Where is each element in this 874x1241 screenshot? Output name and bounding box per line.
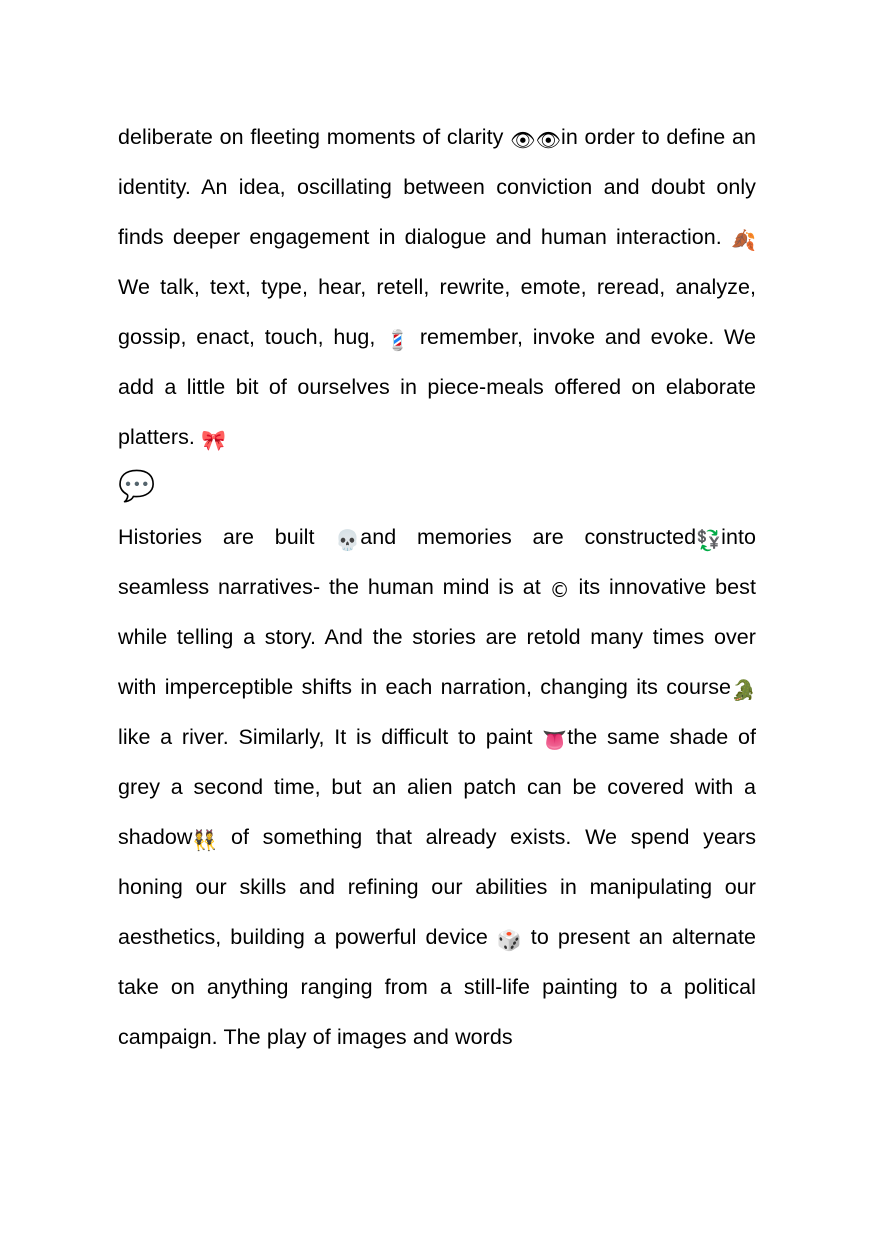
fallen-leaf-emoji: 🍂 bbox=[731, 228, 756, 252]
skull-emoji: 💀 bbox=[335, 528, 361, 552]
speech-balloon-emoji: 💬 bbox=[118, 468, 156, 504]
eye-emoji: 👁 bbox=[510, 128, 536, 152]
crocodile-emoji: 🐊 bbox=[731, 678, 756, 702]
document-body bbox=[118, 112, 756, 1062]
speech-balloon-separator bbox=[118, 462, 756, 512]
copyright-emoji: © bbox=[549, 578, 570, 602]
people-with-bunny-ears-emoji: 👯 bbox=[192, 828, 218, 852]
eye-emoji: 👁 bbox=[535, 128, 562, 152]
tongue-emoji: 👅 bbox=[542, 728, 568, 752]
ribbon-emoji: 🎀 bbox=[201, 428, 227, 452]
body-paragraph-2: Histories are built 💀and memories are constructed💱into seamless narratives- the human mind is at © its innovative best while telling a story. And the stories are retold many times over with imperceptible shifts in each narration, changing its course🐊 like a river. Similarly, It is difficult to paint 👅the same shade of grey a second time, but an alien patch can be covered with a shadow👯 of something that already exists. We spend years honing our skills and refining our abilities in manipulating our aesthetics, building a powerful device 🎲 to present an alternate take on anything ranging from a still-life painting to a political campaign. The play of images and words bbox=[118, 525, 756, 1049]
barber-pole-emoji: 💈 bbox=[385, 328, 411, 352]
game-die-emoji: 🎲 bbox=[496, 928, 522, 952]
body-paragraph-1: deliberate on fleeting moments of clarity 👁👁in order to define an identity. An idea, oscillating between conviction and doubt only finds deeper engagement in dialogue and human interaction. 🍂 We talk, text, type, hear, retell, rewrite, emote, reread, analyze, gossip, enact, touch, hug, 💈 remember, invoke and evoke. We add a little bit of ourselves in piece-meals offered on elaborate platters. 🎀 bbox=[118, 125, 756, 452]
currency-exchange-emoji: 💱 bbox=[696, 528, 722, 552]
